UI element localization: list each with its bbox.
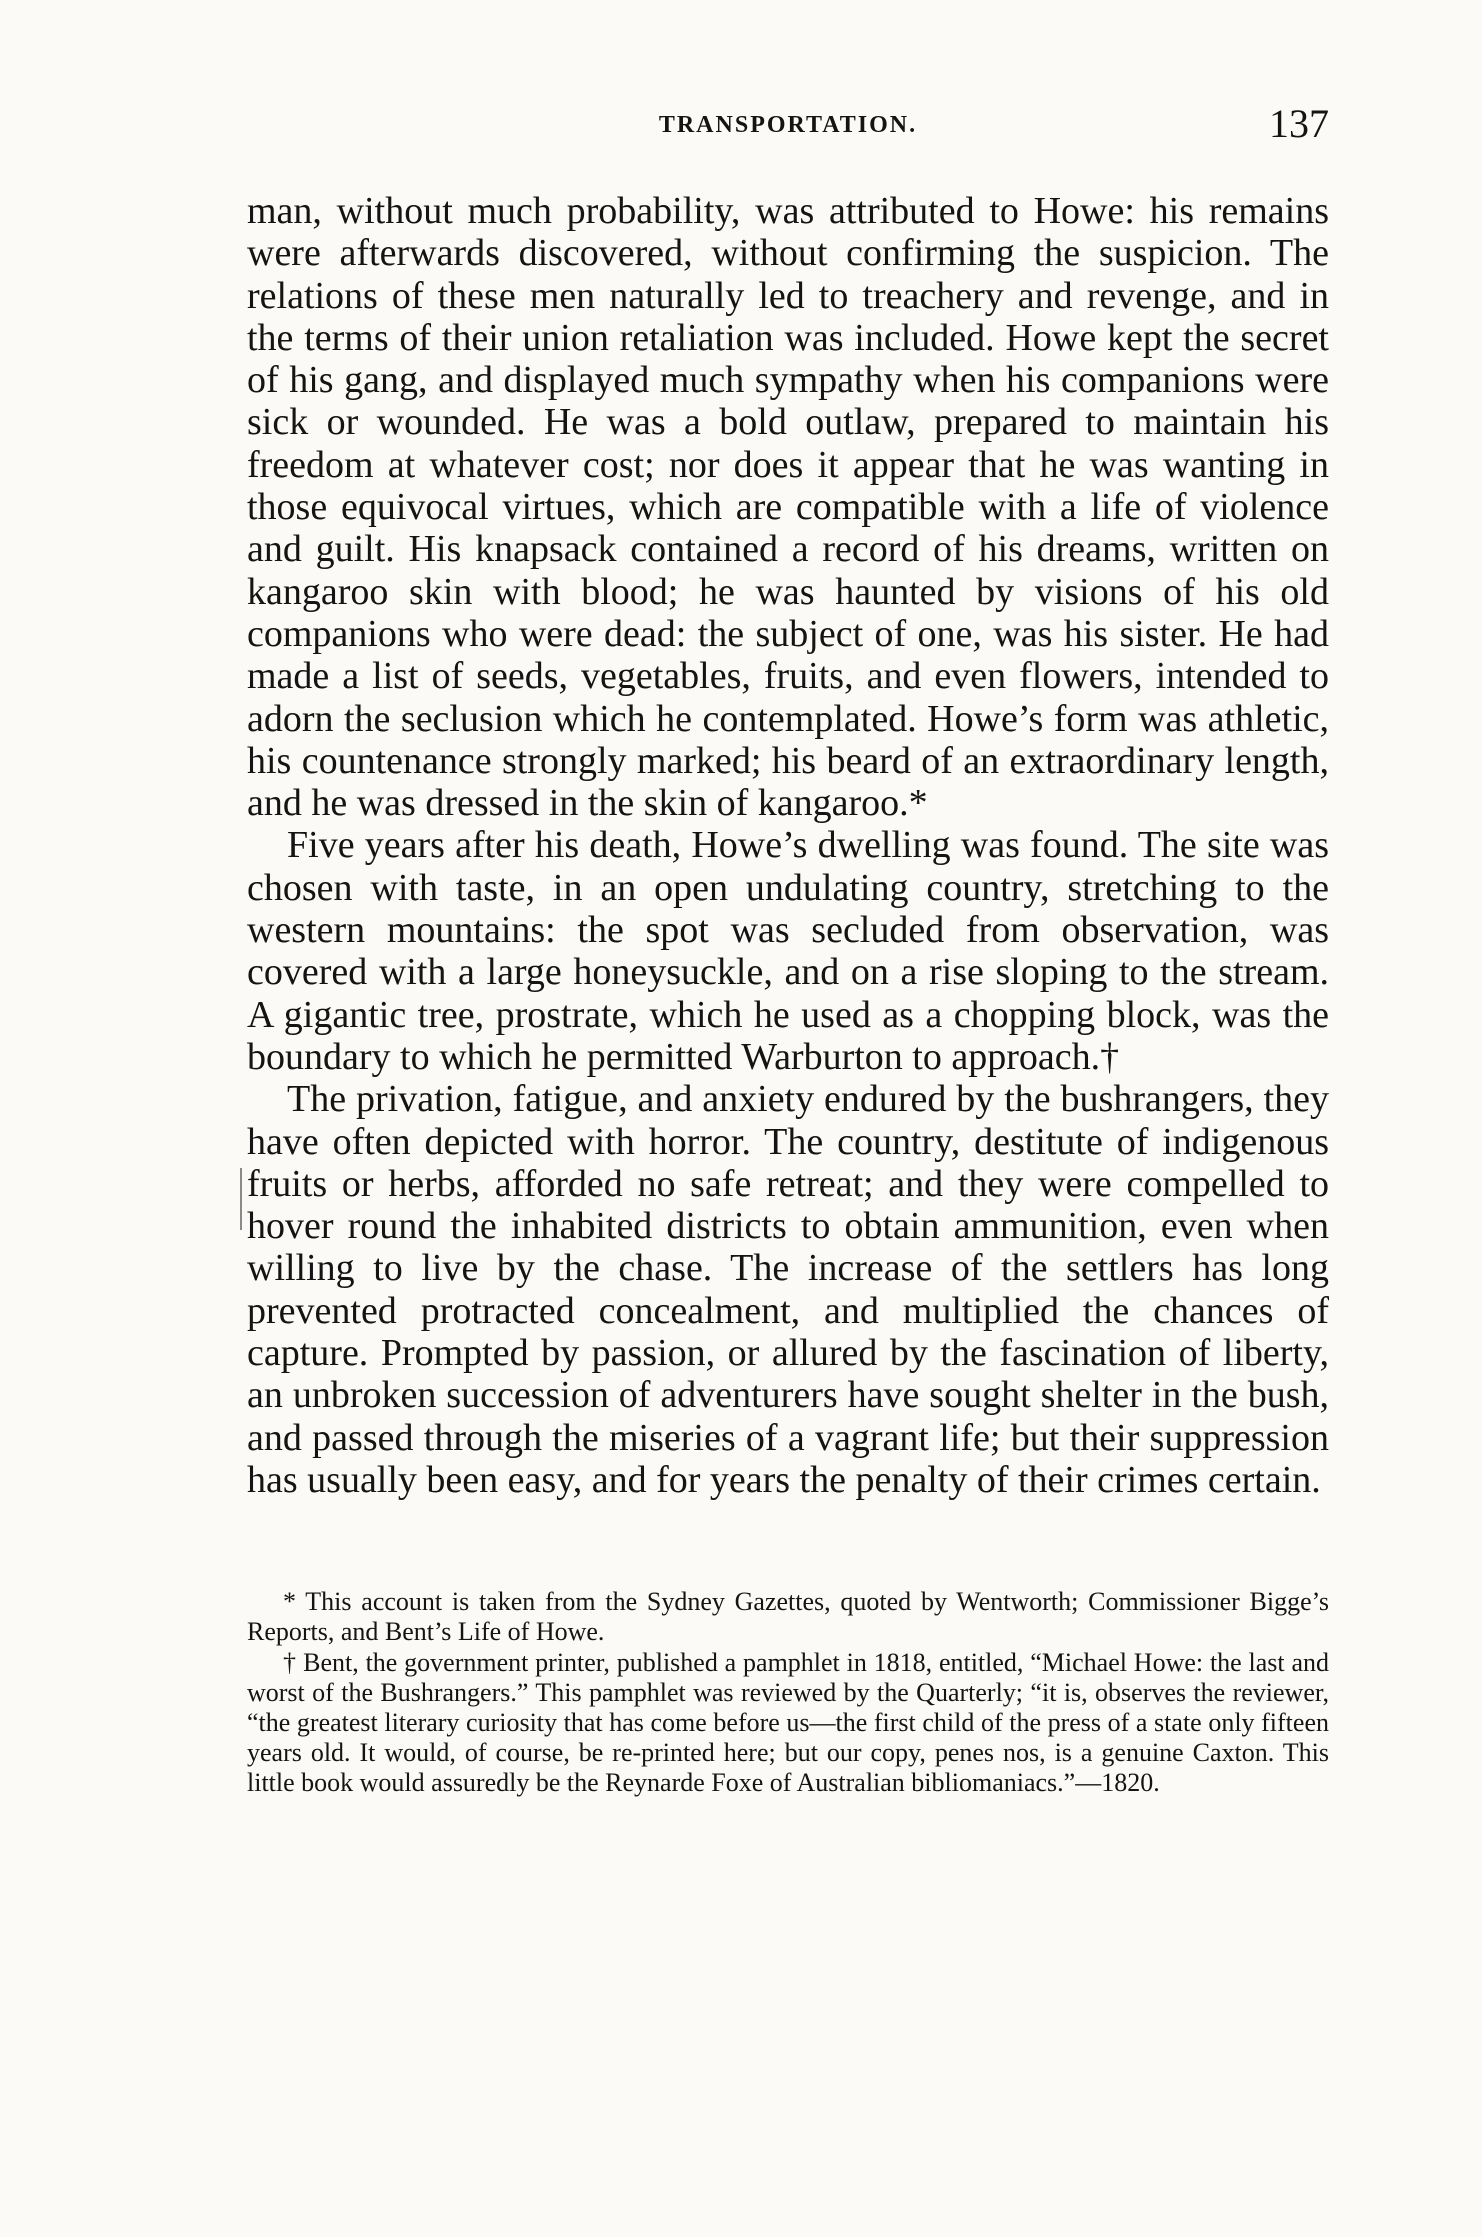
body-text [247,190,1329,1501]
paragraph-howe-continued: man, without much probability, was attributed to Howe: his remains were afterwards discovered, without confirming the suspicion. The relations of these men naturally led to treachery and revenge, and in the terms of their union retaliation was included. Howe kept the secret of his gang, and displayed much sympathy when his companions were sick or wounded. He was a bold outlaw, prepared to maintain his freedom at whatever cost; nor does it appear that he was wanting in those equivocal virtues, which are compatible with a life of violence and guilt. His knapsack contained a record of his dreams, written on kangaroo skin with blood; he was haunted by visions of his old companions who were dead: the subject of one, was his sister. He had made a list of seeds, vegetables, fruits, and even flowers, intended to adorn the seclusion which he contemplated. Howe’s form was athletic, his countenance strongly marked; his beard of an extraordinary length, and he was dressed in the skin of kangaroo.* [247,190,1329,825]
paragraph-bushrangers: The privation, fatigue, and anxiety endured by the bushrangers, they have often depicted with horror. The country, destitute of indigenous fruits or herbs, afforded no safe retreat; and they were compelled to hover round the inhabited districts to obtain ammunition, even when willing to live by the chase. The increase of the settlers has long prevented protracted concealment, and multiplied the chances of capture. Prompted by passion, or allured by the fascination of liberty, an unbroken succession of adventurers have sought shelter in the bush, and passed through the miseries of a vagrant life; but their suppression has usually been easy, and for years the penalty of their crimes certain. [247,1078,1329,1501]
footnote-sources: * This account is taken from the Sydney Gazettes, quoted by Wentworth; Commissioner Bigge’s Reports, and Bent’s Life of Howe. [247,1587,1329,1647]
footnote-bent-pamphlet: † Bent, the government printer, published a pamphlet in 1818, entitled, “Michael Howe: the last and worst of the Bushrangers.” This pamphlet was reviewed by the Quarterly; “it is, observes the reviewer, “the greatest literary curiosity that has come before us—the first child of the press of a state only fifteen years old. It would, of course, be re-printed here; but our copy, penes nos, is a genuine Caxton. This little book would assuredly be the Reynarde Foxe of Australian bibliomaniacs.”—1820. [247,1647,1329,1798]
book-page [247,100,1329,1799]
margin-rule [240,1168,242,1230]
page-header [247,100,1329,160]
paragraph-howe-dwelling: Five years after his death, Howe’s dwelling was found. The site was chosen with taste, in an open undulating country, stretching to the western mountains: the spot was secluded from observation, was covered with a large honeysuckle, and on a rise sloping to the stream. A gigantic tree, prostrate, which he used as a chopping block, was the boundary to which he permitted Warburton to approach.† [247,824,1329,1078]
page-number: 137 [1269,101,1329,146]
running-head: TRANSPORTATION. [658,112,918,138]
footnotes [247,1587,1329,1798]
